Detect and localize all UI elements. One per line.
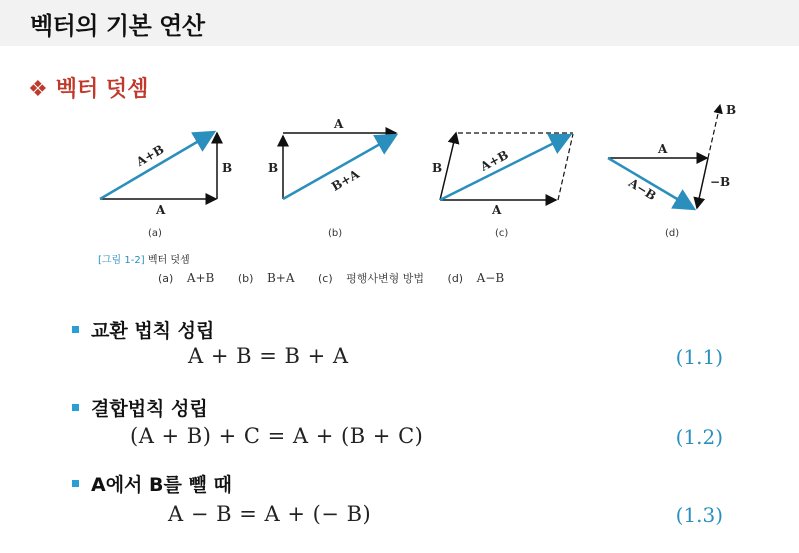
section-heading [28,72,148,103]
equation-number-1-1: (1.1) [675,345,723,369]
label-d-b: B [726,103,737,117]
panel-c [432,133,573,239]
figure-caption [98,251,190,266]
label-d-negb: −B [710,175,731,189]
title-bar [0,0,799,46]
equation-number-1-2: (1.2) [675,425,723,449]
label-a-sum: A+B [133,142,167,170]
label-a-b: B [222,161,233,175]
rule-heading-associative: 결합법칙 성립 [72,394,208,421]
label-b-b: B [268,161,279,175]
sublabel-b: (b) [328,228,343,239]
page-title: 벡터의 기본 연산 [30,12,205,40]
label-c-a: A [492,203,502,217]
caption-number: [그림 1-2] [98,255,145,266]
square-bullet-icon [72,404,79,411]
panel-a [100,132,232,239]
square-bullet-icon [72,326,79,333]
label-b-sum: B+A [329,166,362,194]
equation-associative: (A + B) + C = A + (B + C) [130,424,424,448]
equation-number-1-3: (1.3) [675,503,723,527]
panel-b [268,117,396,239]
panel-d [608,103,736,239]
rule-heading-subtraction: A에서 B를 뺄 때 [72,470,232,497]
caption-item-a: (a) A+B [158,271,215,285]
sublabel-c: (c) [495,228,509,239]
section-title: 벡터 덧셈 [55,77,149,102]
label-d-a: A [658,142,668,156]
diamond-bullet-icon: ❖ [28,77,48,102]
caption-item-c: (c) 평행사변형 방법 [318,272,425,285]
caption-sublabels [158,270,524,286]
label-a-a: A [156,203,166,217]
sublabel-d: (d) [665,228,680,239]
label-c-b: B [432,161,443,175]
square-bullet-icon [72,480,79,487]
caption-item-b: (b) B+A [237,271,295,285]
label-d-diff: A−B [626,175,659,204]
caption-text: 벡터 덧셈 [147,255,190,266]
caption-item-d: (d) A−B [447,271,505,285]
label-b-a: A [334,117,344,131]
rule-heading-commutative: 교환 법칙 성립 [72,316,214,343]
sublabel-a: (a) [148,228,162,239]
equation-commutative: A + B = B + A [188,344,349,368]
label-c-sum: A+B [478,147,511,174]
vector-addition-figure [80,100,740,250]
equation-subtraction: A − B = A + (− B) [168,502,372,526]
vector-diagram [80,100,740,250]
